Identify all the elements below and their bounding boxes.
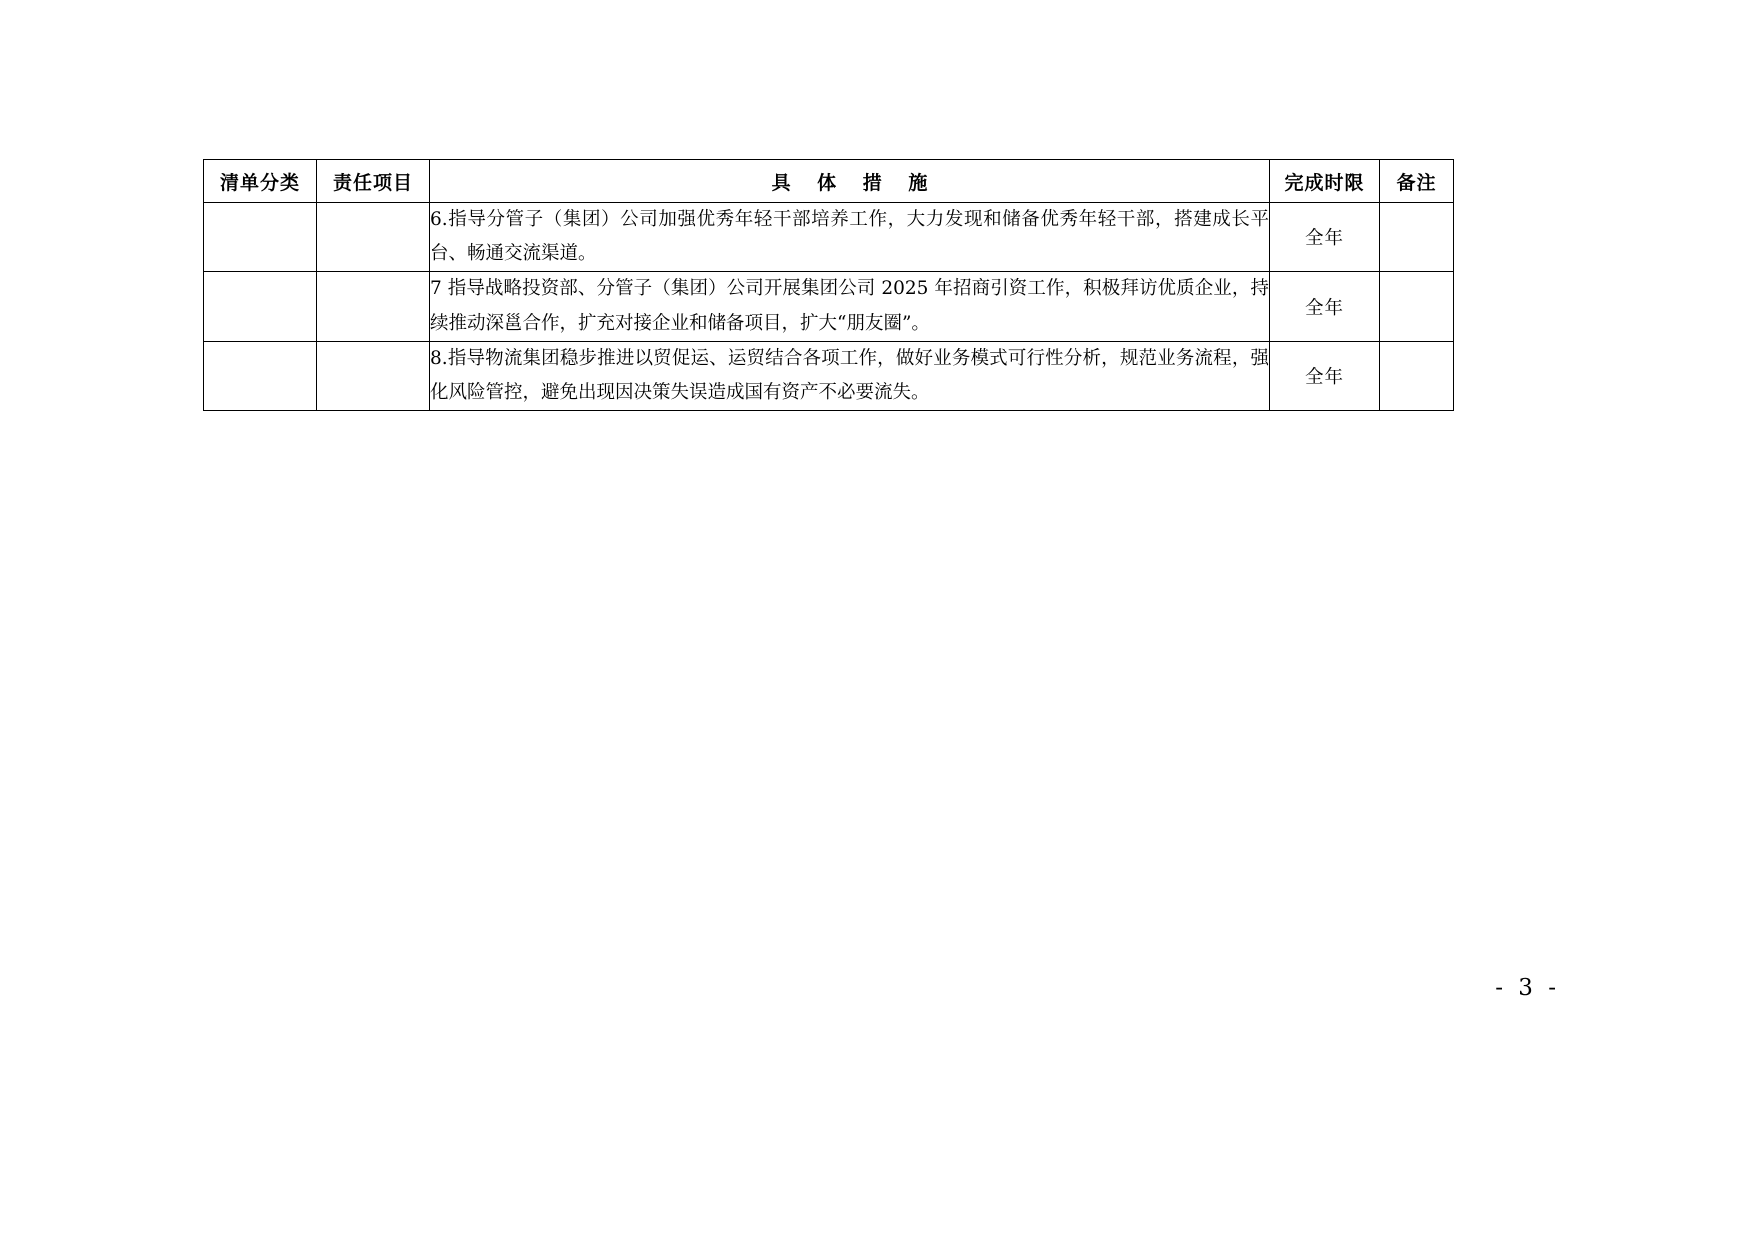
- column-header-item: 责任项目: [317, 160, 430, 203]
- cell-deadline: 全年: [1270, 203, 1380, 272]
- column-header-remark: 备注: [1380, 160, 1454, 203]
- cell-item: [317, 341, 430, 410]
- cell-item: [317, 272, 430, 341]
- table-row: [204, 341, 1454, 410]
- table-row: [204, 272, 1454, 341]
- cell-remark: [1380, 341, 1454, 410]
- page-number: - 3 -: [1495, 975, 1560, 1001]
- cell-category: [204, 272, 317, 341]
- column-header-category: 清单分类: [204, 160, 317, 203]
- table-row: [204, 203, 1454, 272]
- responsibility-list-table: [203, 159, 1454, 411]
- cell-remark: [1380, 203, 1454, 272]
- cell-category: [204, 341, 317, 410]
- cell-item: [317, 203, 430, 272]
- cell-category: [204, 203, 317, 272]
- cell-measure: 7 指导战略投资部、分管子（集团）公司开展集团公司 2025 年招商引资工作，积极拜访优质企业，持续推动深邕合作，扩充对接企业和储备项目，扩大“朋友圈”。: [430, 272, 1270, 341]
- cell-remark: [1380, 272, 1454, 341]
- column-header-measure: 具 体 措 施: [430, 160, 1270, 203]
- table-header-row: [204, 160, 1454, 203]
- cell-measure: 6.指导分管子（集团）公司加强优秀年轻干部培养工作，大力发现和储备优秀年轻干部，搭建成长平台、畅通交流渠道。: [430, 203, 1270, 272]
- column-header-deadline: 完成时限: [1270, 160, 1380, 203]
- cell-deadline: 全年: [1270, 341, 1380, 410]
- cell-measure: 8.指导物流集团稳步推进以贸促运、运贸结合各项工作，做好业务模式可行性分析，规范业务流程，强化风险管控，避免出现因决策失误造成国有资产不必要流失。: [430, 341, 1270, 410]
- cell-deadline: 全年: [1270, 272, 1380, 341]
